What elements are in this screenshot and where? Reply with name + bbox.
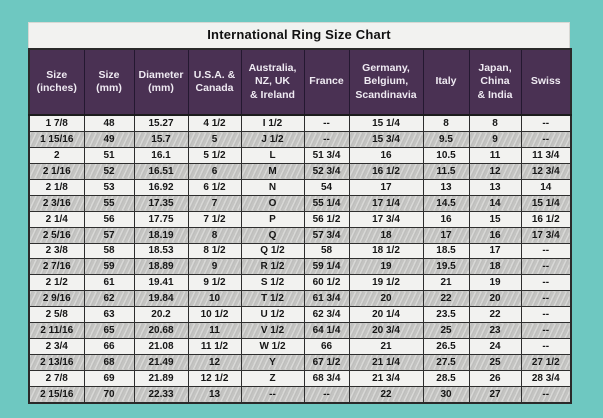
table-cell: 51	[84, 148, 134, 164]
table-cell: --	[521, 259, 571, 275]
table-row	[29, 323, 571, 339]
table-cell: 15 1/4	[521, 195, 571, 211]
table-cell: 20 1/4	[349, 307, 423, 323]
table-cell: 20.2	[134, 307, 188, 323]
table-cell: 4 1/2	[188, 115, 241, 132]
table-cell: 54	[304, 179, 349, 195]
table-cell: N	[241, 179, 304, 195]
table-cell: 21	[423, 275, 469, 291]
table-cell: 61	[84, 275, 134, 291]
table-cell: 6	[188, 163, 241, 179]
header-cell: Japan, China & India	[469, 49, 521, 115]
table-cell: 10 1/2	[188, 307, 241, 323]
table-cell: 15.7	[134, 132, 188, 148]
table-cell: 63	[84, 307, 134, 323]
table-cell: 18.19	[134, 227, 188, 243]
table-cell: 23	[469, 323, 521, 339]
table-cell: 2 5/8	[29, 307, 84, 323]
table-cell: 7 1/2	[188, 211, 241, 227]
table-cell: 11	[469, 148, 521, 164]
table-cell: 22	[423, 291, 469, 307]
table-cell: 9 1/2	[188, 275, 241, 291]
table-cell: 17	[469, 243, 521, 259]
table-cell: 17 1/4	[349, 195, 423, 211]
table-cell: 20	[469, 291, 521, 307]
table-cell: 17.35	[134, 195, 188, 211]
table-header	[29, 49, 571, 115]
table-cell: 2 1/4	[29, 211, 84, 227]
page-title: International Ring Size Chart	[207, 27, 391, 42]
table-row	[29, 370, 571, 386]
table-cell: 14	[469, 195, 521, 211]
table-cell: 17.75	[134, 211, 188, 227]
header-cell: France	[304, 49, 349, 115]
table-cell: 11	[188, 323, 241, 339]
header-cell: Diameter (mm)	[134, 49, 188, 115]
table-cell: 2 3/16	[29, 195, 84, 211]
table-cell: 12	[469, 163, 521, 179]
table-cell: 52	[84, 163, 134, 179]
table-cell: 19	[469, 275, 521, 291]
table-row	[29, 227, 571, 243]
table-cell: 58	[84, 243, 134, 259]
table-row	[29, 132, 571, 148]
table-cell: 8 1/2	[188, 243, 241, 259]
table-cell: 19.84	[134, 291, 188, 307]
table-cell: 70	[84, 386, 134, 403]
table-cell: 5 1/2	[188, 148, 241, 164]
table-cell: 18 1/2	[349, 243, 423, 259]
table-cell: 17 3/4	[521, 227, 571, 243]
table-cell: 7	[188, 195, 241, 211]
table-cell: 2 11/16	[29, 323, 84, 339]
table-cell: 9	[188, 259, 241, 275]
table-cell: 16 1/2	[349, 163, 423, 179]
table-cell: I 1/2	[241, 115, 304, 132]
table-cell: V 1/2	[241, 323, 304, 339]
table-cell: 59	[84, 259, 134, 275]
table-cell: 26.5	[423, 339, 469, 355]
header-row	[29, 49, 571, 115]
table-cell: 30	[423, 386, 469, 403]
table-cell: 16	[469, 227, 521, 243]
table-row	[29, 307, 571, 323]
table-cell: 25	[423, 323, 469, 339]
table-cell: Z	[241, 370, 304, 386]
table-cell: 16.92	[134, 179, 188, 195]
table-cell: 17	[423, 227, 469, 243]
table-cell: 13	[423, 179, 469, 195]
table-cell: 69	[84, 370, 134, 386]
table-cell: Q	[241, 227, 304, 243]
table-cell: 28.5	[423, 370, 469, 386]
table-cell: 15 1/4	[349, 115, 423, 132]
table-cell: --	[521, 339, 571, 355]
table-cell: 10.5	[423, 148, 469, 164]
table-cell: 9	[469, 132, 521, 148]
table-cell: 22	[469, 307, 521, 323]
table-cell: 57 3/4	[304, 227, 349, 243]
table-cell: 22.33	[134, 386, 188, 403]
table-cell: --	[521, 115, 571, 132]
table-cell: 60 1/2	[304, 275, 349, 291]
table-cell: 66	[304, 339, 349, 355]
table-cell: 28 3/4	[521, 370, 571, 386]
header-cell: U.S.A. & Canada	[188, 49, 241, 115]
ring-size-table	[28, 48, 572, 404]
table-cell: 61 3/4	[304, 291, 349, 307]
table-cell: R 1/2	[241, 259, 304, 275]
table-cell: 21.08	[134, 339, 188, 355]
chart-panel	[28, 22, 570, 404]
table-cell: --	[521, 291, 571, 307]
table-cell: 21	[349, 339, 423, 355]
table-cell: M	[241, 163, 304, 179]
table-cell: 2 5/16	[29, 227, 84, 243]
table-cell: --	[521, 132, 571, 148]
table-row	[29, 195, 571, 211]
table-cell: 57	[84, 227, 134, 243]
table-cell: 8	[469, 115, 521, 132]
table-row	[29, 354, 571, 370]
table-row	[29, 211, 571, 227]
table-cell: 18	[349, 227, 423, 243]
table-cell: 16.51	[134, 163, 188, 179]
table-cell: 2 15/16	[29, 386, 84, 403]
table-cell: 56	[84, 211, 134, 227]
table-row	[29, 115, 571, 132]
table-cell: 2	[29, 148, 84, 164]
table-cell: 2 7/16	[29, 259, 84, 275]
table-cell: 21 3/4	[349, 370, 423, 386]
table-cell: 19.5	[423, 259, 469, 275]
table-cell: 16	[349, 148, 423, 164]
table-cell: 21.49	[134, 354, 188, 370]
table-cell: 9.5	[423, 132, 469, 148]
table-cell: 21.89	[134, 370, 188, 386]
table-cell: 27 1/2	[521, 354, 571, 370]
table-cell: 18	[469, 259, 521, 275]
table-cell: 20	[349, 291, 423, 307]
table-cell: 20.68	[134, 323, 188, 339]
table-cell: 2 9/16	[29, 291, 84, 307]
table-cell: 11.5	[423, 163, 469, 179]
table-cell: 16	[423, 211, 469, 227]
table-cell: 10	[188, 291, 241, 307]
header-cell: Germany, Belgium, Scandinavia	[349, 49, 423, 115]
table-cell: --	[304, 386, 349, 403]
table-cell: 24	[469, 339, 521, 355]
table-cell: --	[241, 386, 304, 403]
table-cell: 13	[188, 386, 241, 403]
table-cell: J 1/2	[241, 132, 304, 148]
table-cell: 56 1/2	[304, 211, 349, 227]
table-cell: 2 3/8	[29, 243, 84, 259]
table-cell: T 1/2	[241, 291, 304, 307]
table-row	[29, 259, 571, 275]
table-cell: 53	[84, 179, 134, 195]
table-cell: --	[521, 386, 571, 403]
table-cell: --	[521, 323, 571, 339]
table-cell: 18.53	[134, 243, 188, 259]
table-cell: 15.27	[134, 115, 188, 132]
table-cell: 23.5	[423, 307, 469, 323]
table-cell: 13	[469, 179, 521, 195]
table-cell: 2 1/8	[29, 179, 84, 195]
table-cell: 27.5	[423, 354, 469, 370]
header-cell: Italy	[423, 49, 469, 115]
table-cell: 19	[349, 259, 423, 275]
table-cell: 21 1/4	[349, 354, 423, 370]
table-row	[29, 275, 571, 291]
table-cell: 12 3/4	[521, 163, 571, 179]
header-cell: Size (inches)	[29, 49, 84, 115]
table-cell: Q 1/2	[241, 243, 304, 259]
table-cell: 1 7/8	[29, 115, 84, 132]
table-cell: 52 3/4	[304, 163, 349, 179]
table-cell: 58	[304, 243, 349, 259]
table-cell: 2 13/16	[29, 354, 84, 370]
table-cell: 62	[84, 291, 134, 307]
table-cell: S 1/2	[241, 275, 304, 291]
table-cell: Y	[241, 354, 304, 370]
table-cell: 14.5	[423, 195, 469, 211]
table-cell: 11 3/4	[521, 148, 571, 164]
table-row	[29, 243, 571, 259]
table-cell: 62 3/4	[304, 307, 349, 323]
table-cell: 18.5	[423, 243, 469, 259]
table-cell: 55 1/4	[304, 195, 349, 211]
table-cell: W 1/2	[241, 339, 304, 355]
table-cell: 48	[84, 115, 134, 132]
table-cell: 2 1/2	[29, 275, 84, 291]
table-cell: 67 1/2	[304, 354, 349, 370]
table-cell: 2 7/8	[29, 370, 84, 386]
table-cell: 68	[84, 354, 134, 370]
table-cell: 66	[84, 339, 134, 355]
table-cell: 55	[84, 195, 134, 211]
table-row	[29, 386, 571, 403]
table-cell: --	[521, 307, 571, 323]
table-cell: O	[241, 195, 304, 211]
table-cell: 16 1/2	[521, 211, 571, 227]
table-cell: 65	[84, 323, 134, 339]
table-cell: --	[304, 132, 349, 148]
table-cell: 49	[84, 132, 134, 148]
table-cell: 2 1/16	[29, 163, 84, 179]
header-cell: Swiss	[521, 49, 571, 115]
table-cell: 26	[469, 370, 521, 386]
table-cell: U 1/2	[241, 307, 304, 323]
table-cell: 20 3/4	[349, 323, 423, 339]
table-body	[29, 115, 571, 403]
table-cell: --	[521, 275, 571, 291]
table-cell: 19.41	[134, 275, 188, 291]
table-row	[29, 163, 571, 179]
table-cell: 64 1/4	[304, 323, 349, 339]
table-cell: P	[241, 211, 304, 227]
table-cell: 27	[469, 386, 521, 403]
table-cell: 14	[521, 179, 571, 195]
table-row	[29, 148, 571, 164]
header-cell: Australia, NZ, UK & Ireland	[241, 49, 304, 115]
table-cell: 1 15/16	[29, 132, 84, 148]
table-cell: 51 3/4	[304, 148, 349, 164]
table-row	[29, 339, 571, 355]
header-cell: Size (mm)	[84, 49, 134, 115]
table-cell: 18.89	[134, 259, 188, 275]
table-row	[29, 179, 571, 195]
table-cell: 15	[469, 211, 521, 227]
table-cell: 8	[423, 115, 469, 132]
table-cell: 15 3/4	[349, 132, 423, 148]
table-cell: 68 3/4	[304, 370, 349, 386]
table-cell: --	[521, 243, 571, 259]
table-row	[29, 291, 571, 307]
table-cell: 25	[469, 354, 521, 370]
table-cell: 8	[188, 227, 241, 243]
table-cell: 11 1/2	[188, 339, 241, 355]
table-cell: L	[241, 148, 304, 164]
table-cell: 59 1/4	[304, 259, 349, 275]
table-cell: 6 1/2	[188, 179, 241, 195]
table-cell: 12 1/2	[188, 370, 241, 386]
table-cell: 17	[349, 179, 423, 195]
table-cell: 5	[188, 132, 241, 148]
table-cell: --	[304, 115, 349, 132]
table-cell: 22	[349, 386, 423, 403]
table-cell: 16.1	[134, 148, 188, 164]
table-cell: 19 1/2	[349, 275, 423, 291]
table-cell: 17 3/4	[349, 211, 423, 227]
table-cell: 12	[188, 354, 241, 370]
table-cell: 2 3/4	[29, 339, 84, 355]
